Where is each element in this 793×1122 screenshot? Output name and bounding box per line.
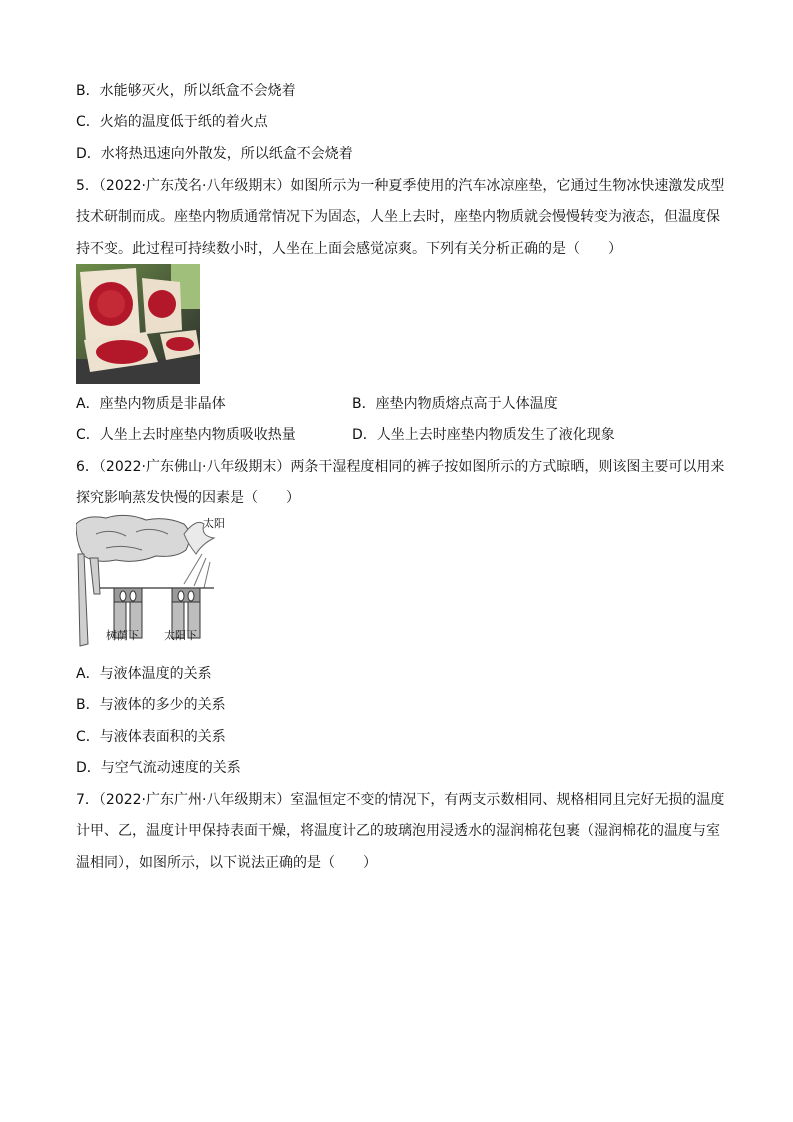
sun-label: 太阳 (203, 517, 225, 530)
car-seat-cushion-photo (76, 264, 200, 384)
q6-stem-line-2: 探究影响蒸发快慢的因素是（ ） (76, 490, 300, 506)
q5-stem-line-2: 技术研制而成。座垫内物质通常情况下为固态，人坐上去时，座垫内物质就会慢慢转变为液态，但温度保 (76, 209, 720, 225)
q6-stem-line-1: 6．（2022·广东佛山·八年级期末）两条干湿程度相同的裤子按如图所示的方式晾晒，则该图主要可以用来 (76, 459, 725, 475)
sunlight-label: 太阳下 (164, 629, 197, 642)
q5-stem-line-3: 持不变。此过程可持续数小时，人坐在上面会感觉凉爽。下列有关分析正确的是（ ） (76, 241, 622, 257)
q6-option-a: A．与液体温度的关系 (76, 666, 212, 682)
q7-stem-line-1: 7．（2022·广东广州·八年级期末）室温恒定不变的情况下，有两支示数相同、规格相同且完好无损的温度 (76, 792, 725, 808)
q4-option-d: D．水将热迅速向外散发，所以纸盒不会烧着 (76, 146, 353, 162)
q6-option-d: D．与空气流动速度的关系 (76, 760, 241, 776)
q4-option-c: C．火焰的温度低于纸的着火点 (76, 114, 268, 130)
q5-stem-line-1: 5．（2022·广东茂名·八年级期末）如图所示为一种夏季使用的汽车冰凉座垫，它通过生物冰快速激发成型 (76, 178, 725, 194)
q4-option-b: B．水能够灭火，所以纸盒不会烧着 (76, 83, 296, 99)
q6-option-b: B．与液体的多少的关系 (76, 697, 226, 713)
q7-stem-line-2: 计甲、乙，温度计甲保持表面干燥，将温度计乙的玻璃泡用浸透水的湿润棉花包裹（湿润棉花的温度与室 (76, 823, 720, 839)
q5-option-b: B．座垫内物质熔点高于人体温度 (352, 396, 558, 412)
shade-label: 树荫下 (106, 629, 139, 642)
q5-option-d: D．人坐上去时座垫内物质发生了液化现象 (352, 427, 615, 443)
q5-option-c: C．人坐上去时座垫内物质吸收热量 (76, 427, 296, 443)
q5-option-a: A．座垫内物质是非晶体 (76, 396, 226, 412)
q7-stem-line-3: 温相同），如图所示，以下说法正确的是（ ） (76, 855, 377, 871)
q6-option-c: C．与液体表面积的关系 (76, 729, 226, 745)
drying-pants-diagram (76, 514, 231, 654)
